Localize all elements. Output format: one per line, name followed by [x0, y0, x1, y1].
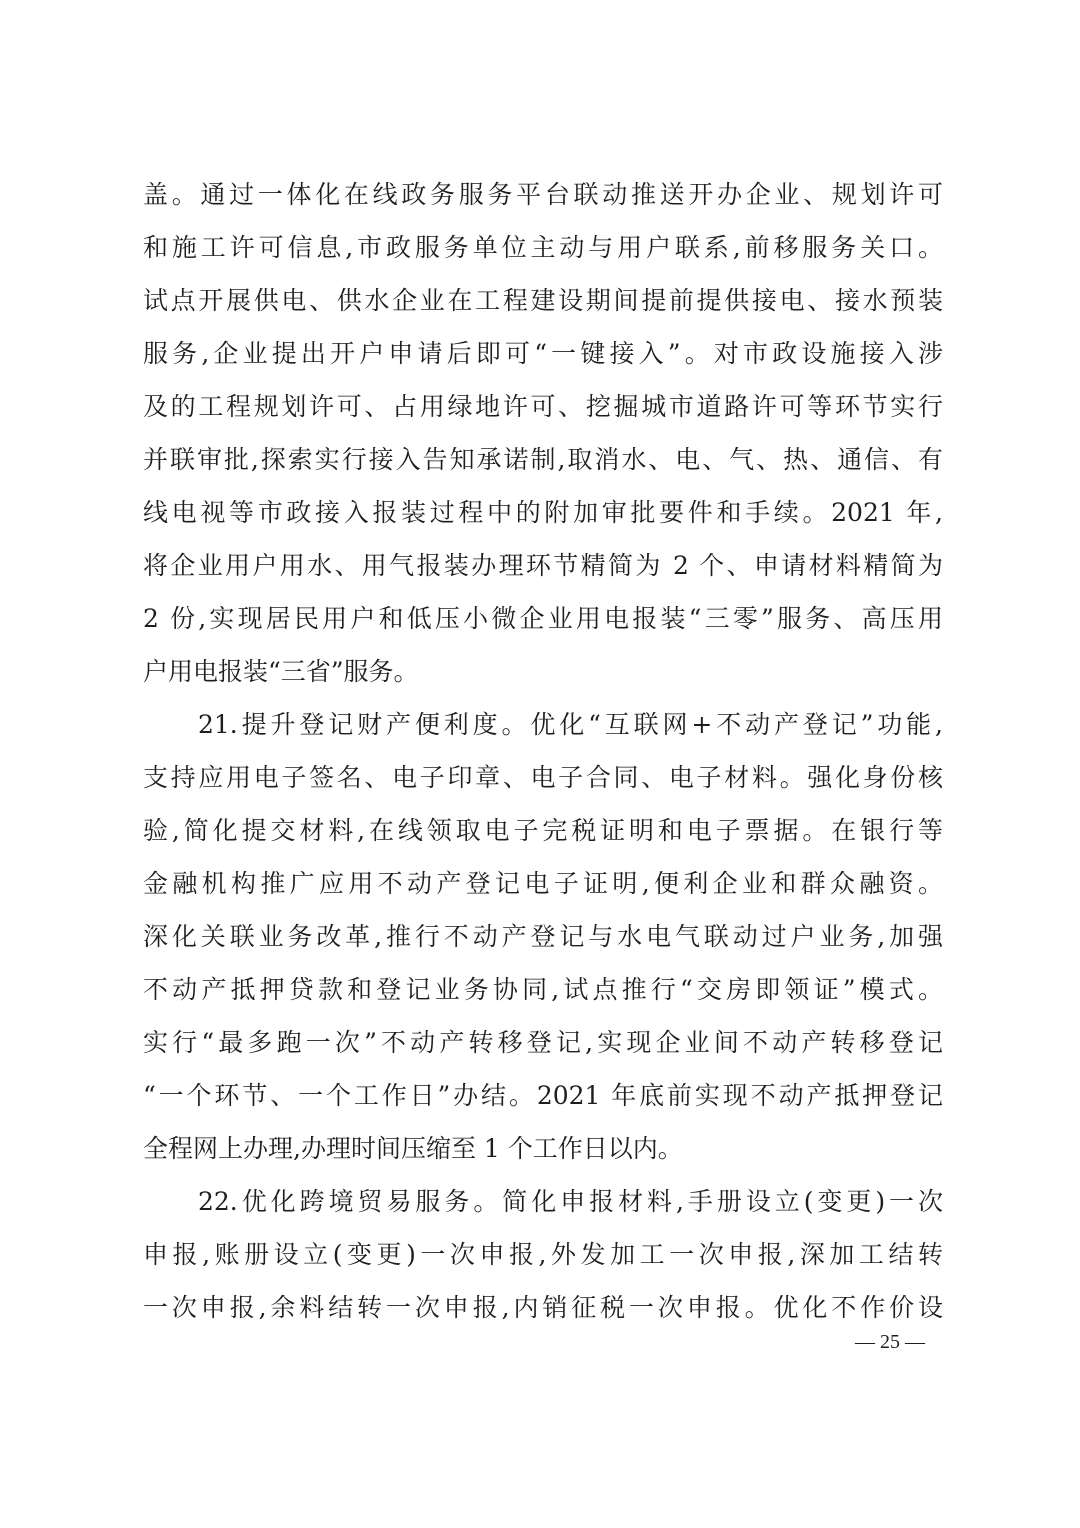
text-line: 将企业用户用水、用气报装办理环节精简为 2 个、申请材料精简为 [143, 551, 943, 580]
text-line: “一个环节、一个工作日”办结。2021 年底前实现不动产抵押登记 [143, 1081, 943, 1110]
paragraph-heading-21: 21.提升登记财产便利度。优化“互联网+不动产登记”功能, [198, 710, 943, 739]
text-line: 线电视等市政接入报装过程中的附加审批要件和手续。2021 年, [143, 498, 943, 527]
text-line: 2 份,实现居民用户和低压小微企业用电报装“三零”服务、高压用 [143, 604, 943, 633]
text-line: 金融机构推广应用不动产登记电子证明,便利企业和群众融资。 [143, 869, 943, 898]
text-line: 服务,企业提出开户申请后即可“一键接入”。对市政设施接入涉 [143, 339, 943, 368]
text-line: 深化关联业务改革,推行不动产登记与水电气联动过户业务,加强 [143, 922, 943, 951]
page-number: — 25 — [855, 1331, 925, 1353]
text-line: 试点开展供电、供水企业在工程建设期间提前提供接电、接水预装 [143, 286, 943, 315]
paragraph-heading-22: 22.优化跨境贸易服务。简化申报材料,手册设立(变更)一次 [198, 1187, 943, 1216]
text-line: 户用电报装“三省”服务。 [143, 657, 419, 686]
text-line: 实行“最多跑一次”不动产转移登记,实现企业间不动产转移登记 [143, 1028, 943, 1057]
text-line: 验,简化提交材料,在线领取电子完税证明和电子票据。在银行等 [143, 816, 943, 845]
text-line: 不动产抵押贷款和登记业务协同,试点推行“交房即领证”模式。 [143, 975, 943, 1004]
text-line: 及的工程规划许可、占用绿地许可、挖掘城市道路许可等环节实行 [143, 392, 943, 421]
text-line: 支持应用电子签名、电子印章、电子合同、电子材料。强化身份核 [143, 763, 943, 792]
text-line: 并联审批,探索实行接入告知承诺制,取消水、电、气、热、通信、有 [143, 445, 943, 474]
text-line: 和施工许可信息,市政服务单位主动与用户联系,前移服务关口。 [143, 233, 943, 262]
text-line: 一次申报,余料结转一次申报,内销征税一次申报。优化不作价设 [143, 1293, 943, 1322]
text-line: 申报,账册设立(变更)一次申报,外发加工一次申报,深加工结转 [143, 1240, 943, 1269]
text-line: 全程网上办理,办理时间压缩至 1 个工作日以内。 [143, 1134, 683, 1163]
text-line: 盖。通过一体化在线政务服务平台联动推送开办企业、规划许可 [143, 180, 943, 209]
